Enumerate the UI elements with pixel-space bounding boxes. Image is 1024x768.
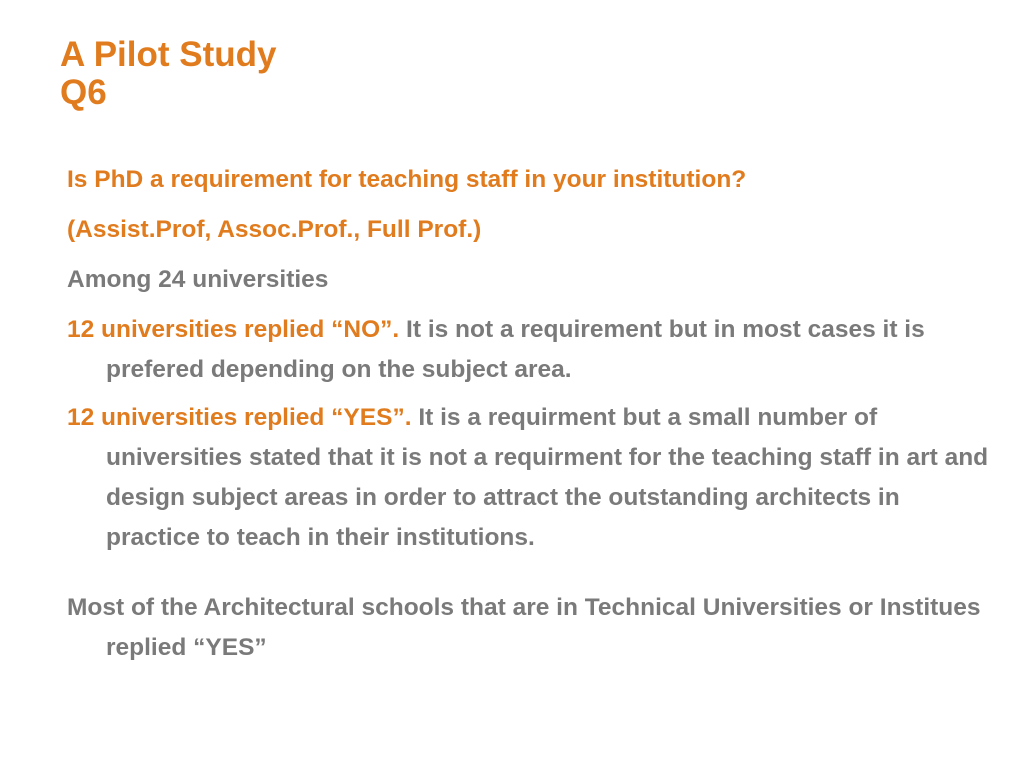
spacer: [67, 566, 992, 588]
title-line-1: A Pilot Study: [60, 35, 277, 74]
question-text: Is PhD a requirement for teaching staff in your institution?: [67, 166, 747, 193]
slide-title: [60, 36, 276, 112]
yes-answer-lead: 12 universities replied “YES”.: [67, 404, 412, 431]
among-universities: Among 24 universities: [67, 266, 329, 293]
conclusion-text: Most of the Architectural schools that are in Technical Universities or Institues replied “YES”: [67, 594, 981, 661]
question-detail: (Assist.Prof, Assoc.Prof., Full Prof.): [67, 216, 482, 243]
no-answer-text: It is not a requirement but in most cases it is prefered depending on the subject area.: [106, 316, 925, 383]
title-line-2: Q6: [60, 73, 107, 112]
yes-answer-text: It is a requirment but a small number of universities stated that it is not a requirment for the teaching staff in art and design subject areas in order to attract the outstanding architects in practice to teach in their institutions.: [106, 404, 989, 551]
slide-body: [67, 160, 992, 676]
yes-answer-paragraph: [67, 398, 992, 558]
no-answer-paragraph: [67, 310, 992, 390]
no-answer-lead: 12 universities replied “NO”.: [67, 316, 400, 343]
